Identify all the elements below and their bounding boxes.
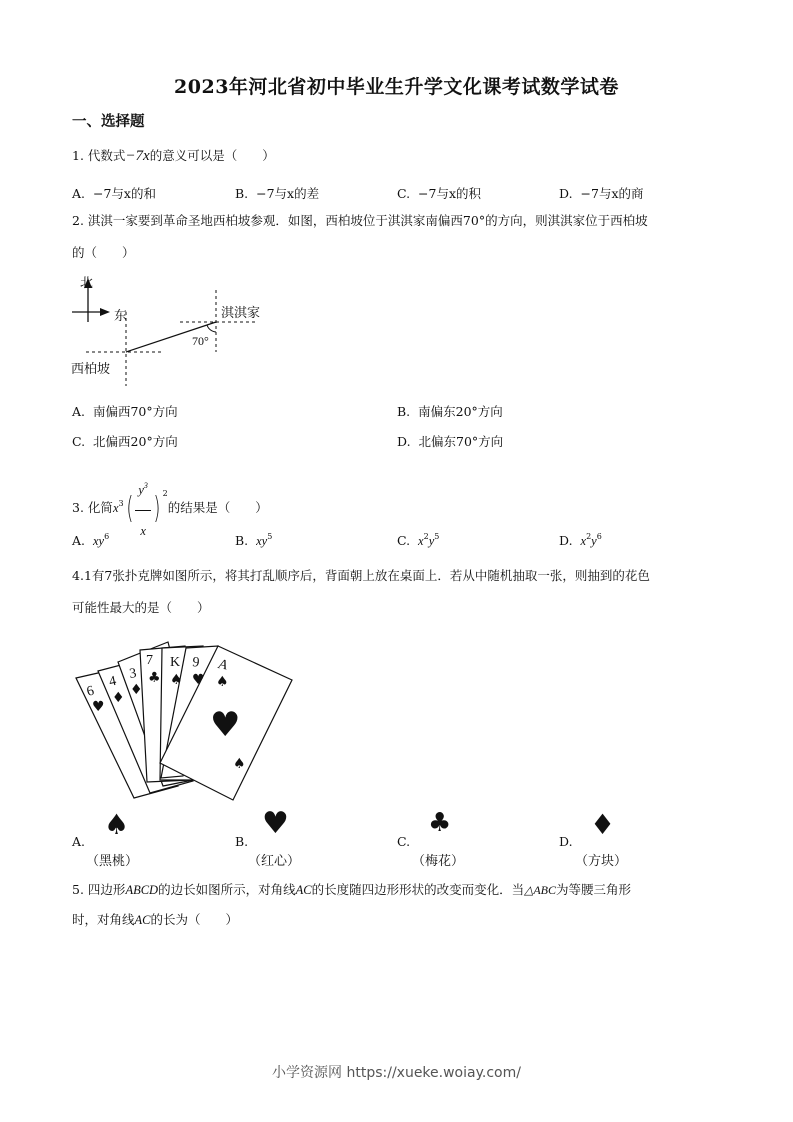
question-4-option-c-label[interactable]: C. <box>397 834 411 849</box>
svg-text:6: 6 <box>85 683 96 700</box>
question-4-option-b-label[interactable]: B. <box>235 834 249 849</box>
svg-text:♣: ♣ <box>148 670 161 686</box>
question-3-option-b[interactable]: B. $xy^5$ <box>235 532 273 548</box>
footer-watermark: 小学资源网 https://xueke.woiay.com/ <box>272 1065 521 1081</box>
question-4-stem-line1: 4.1有7张扑克牌如图所示，将其打乱顺序后，背面朝上放在桌面上．若从中随机抽取一张，则抽到的花色 <box>72 568 650 583</box>
svg-text:K: K <box>170 655 181 670</box>
question-4-option-b-text: （红心） <box>248 854 301 869</box>
question-4-option-a-text: （黑桃） <box>86 854 139 869</box>
fraction: $\frac{y^3}{x}$ <box>135 466 151 551</box>
compass-diagram <box>66 272 286 387</box>
svg-text:3: 3 <box>128 666 138 682</box>
svg-text:♥: ♥ <box>210 705 241 745</box>
svg-text:9: 9 <box>191 655 201 671</box>
question-3-option-a[interactable]: A. $xy^6$ <box>72 532 110 548</box>
section-heading: 一、选择题 <box>72 114 145 130</box>
spade-icon: ♠ <box>104 808 130 841</box>
xibaipo-label: 西柏坡 <box>71 362 111 377</box>
question-3-option-d[interactable]: D. $x^2y^6$ <box>559 532 602 548</box>
home-label: 淇淇家 <box>221 306 261 321</box>
svg-text:♦: ♦ <box>130 682 143 698</box>
diamond-icon: ♦ <box>590 808 616 841</box>
cards-illustration <box>68 628 303 803</box>
question-2-option-b[interactable]: B. 南偏东20°方向 <box>397 404 503 419</box>
svg-text:♦: ♦ <box>112 690 125 706</box>
question-1-option-a[interactable]: A. −7与x的和 <box>72 186 156 201</box>
svg-text:7: 7 <box>146 653 153 668</box>
question-2-option-c[interactable]: C. 北偏西20°方向 <box>72 434 178 449</box>
svg-text:♠: ♠ <box>170 672 183 688</box>
question-1-option-c[interactable]: C. −7与x的积 <box>397 186 482 201</box>
heart-icon: ♥ <box>262 806 289 841</box>
question-1-stem: 1. 代数式−7x的意义可以是（ ） <box>72 148 275 164</box>
svg-text:♠: ♠ <box>233 756 246 772</box>
question-1-option-b[interactable]: B. −7与x的差 <box>235 186 320 201</box>
question-2-stem-line2: 的（ ） <box>72 245 135 260</box>
east-label: 东 <box>114 309 128 324</box>
north-label: 北 <box>80 276 94 291</box>
question-4-option-a-label[interactable]: A. <box>72 834 86 849</box>
svg-text:A: A <box>217 657 229 674</box>
question-3-option-c[interactable]: C. $x^2y^5$ <box>397 532 440 548</box>
svg-text:♠: ♠ <box>216 674 229 690</box>
club-icon: ♣ <box>428 808 452 838</box>
question-3-stem: 3. 化简$x^3$( $\frac{y^3}{x}$ ) $^2$的结果是（ ） <box>72 466 268 551</box>
playing-cards-figure <box>68 628 303 803</box>
question-4-option-c-text: （梅花） <box>412 854 465 869</box>
question-1-option-d[interactable]: D. −7与x的商 <box>559 186 644 201</box>
angle-label: 70° <box>192 334 209 348</box>
question-5-stem-line1: 5. 四边形ABCD的边长如图所示，对角线AC的长度随四边形形状的改变而变化．当△ABC为等腰三角形 <box>72 882 632 897</box>
svg-text:♥: ♥ <box>192 672 205 688</box>
svg-text:4: 4 <box>107 673 118 690</box>
question-2-option-d[interactable]: D. 北偏东70°方向 <box>397 434 504 449</box>
svg-text:♥: ♥ <box>92 699 105 715</box>
page-title: 2023年河北省初中毕业生升学文化课考试数学试卷 <box>174 76 619 98</box>
question-2-stem-line1: 2. 淇淇一家要到革命圣地西柏坡参观．如图，西柏坡位于淇淇家南偏西70°的方向，则淇淇家位于西柏坡 <box>72 213 648 228</box>
question-2-option-a[interactable]: A. 南偏西70°方向 <box>72 404 178 419</box>
question-4-stem-line2: 可能性最大的是（ ） <box>72 600 210 615</box>
question-4-option-d-text: （方块） <box>575 854 628 869</box>
question-4-option-d-label[interactable]: D. <box>559 834 573 849</box>
question-5-stem-line2: 时，对角线AC的长为（ ） <box>72 912 239 927</box>
